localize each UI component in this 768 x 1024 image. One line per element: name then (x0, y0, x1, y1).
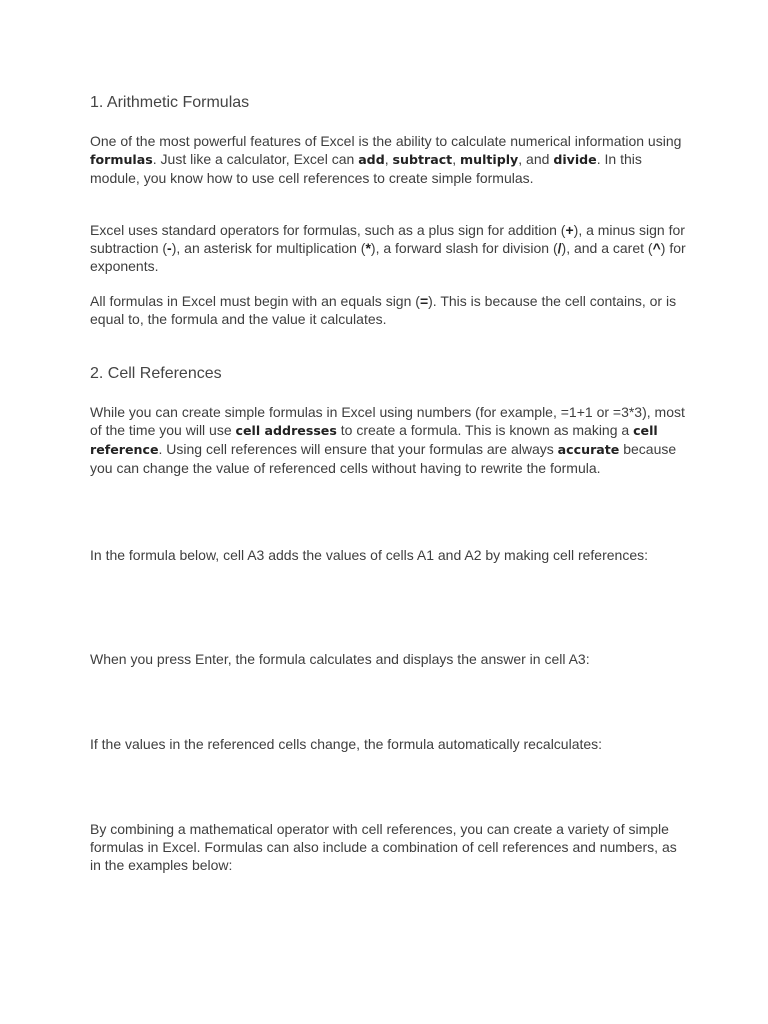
paragraph-formulas-intro: One of the most powerful features of Excel is the ability to calculate numerical information using formulas. Just like a calculator, Excel can add, subtract, multiply, and divide. In this module, you know how to use cell references to create simple formulas. (90, 133, 682, 186)
paragraph-formula-below: In the formula below, cell A3 adds the values of cells A1 and A2 by making cell references: (90, 547, 648, 563)
operator-equals: = (419, 293, 429, 309)
paragraph-combining-operators: By combining a mathematical operator with cell references, you can create a variety of simple formulas in Excel. Formulas can also include a combination of cell references and numbers, as in the examples below: (90, 821, 677, 873)
paragraph-operators: Excel uses standard operators for formulas, such as a plus sign for addition (+), a minus sign for subtraction (-), an asterisk for multiplication (*), a forward slash for division (/), and a caret (^) for exponents. (90, 222, 686, 274)
paragraph-cell-references-intro: While you can create simple formulas in Excel using numbers (for example, =1+1 or =3*3), most of the time you will use cell addresses to create a formula. This is known as making a cell reference. Using cell references will ensure that your formulas are always accurate because you can change the value of referenced cells without having to rewrite the formula. (90, 404, 685, 476)
operator-caret: ^ (652, 240, 661, 256)
bold-cell-reference: cell reference (90, 423, 658, 457)
bold-divide: divide (553, 152, 597, 167)
section-heading-arithmetic-formulas: 1. Arithmetic Formulas (90, 94, 250, 111)
bold-add: add (358, 152, 385, 167)
bold-cell-addresses: cell addresses (235, 423, 337, 438)
bold-subtract: subtract (392, 152, 453, 167)
paragraph-press-enter: When you press Enter, the formula calculates and displays the answer in cell A3: (90, 651, 590, 667)
operator-minus: - (167, 240, 172, 256)
operator-slash: / (557, 240, 562, 256)
bold-formulas: formulas (90, 152, 153, 167)
bold-accurate: accurate (557, 442, 620, 457)
operator-plus: + (565, 222, 574, 238)
operator-asterisk: * (365, 240, 371, 256)
paragraph-equals-sign: All formulas in Excel must begin with an equals sign (=). This is because the cell contains, or is equal to, the formula and the value it calculates. (90, 293, 677, 327)
paragraph-recalculates: If the values in the referenced cells change, the formula automatically recalculates: (90, 736, 603, 752)
section-heading-cell-references: 2. Cell References (90, 365, 222, 382)
bold-multiply: multiply (459, 152, 519, 167)
